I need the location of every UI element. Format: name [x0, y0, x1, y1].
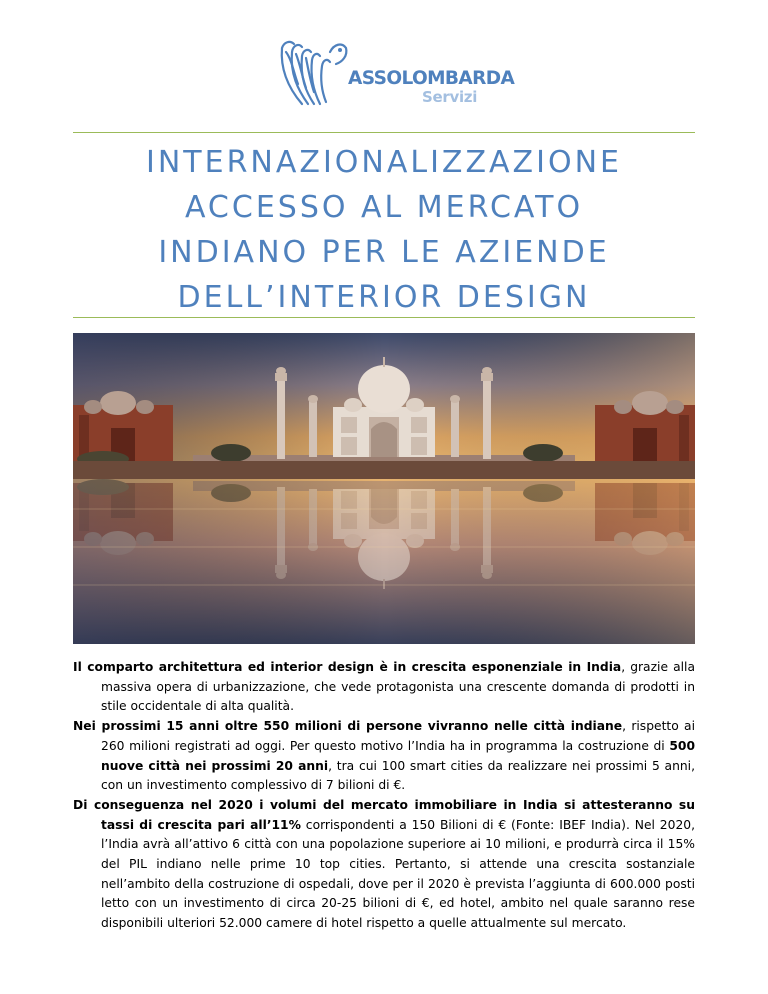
paragraph-2 — [73, 717, 695, 796]
title-line-4: DELL’INTERIOR DESIGN — [177, 280, 591, 315]
title-line-2: ACCESSO AL MERCATO — [184, 190, 584, 225]
logo-subtitle: Servizi — [422, 88, 478, 106]
paragraph-3-lead: Di conseguenza nel 2020 i volumi del mercato immobiliare in India si attesteranno su tassi di crescita pari all’11% — [73, 797, 695, 832]
taj-mahal-photo — [73, 333, 695, 644]
page-title — [73, 140, 695, 320]
title-line-1: INTERNAZIONALIZZAZIONE — [146, 145, 622, 180]
eagle-emblem-icon — [272, 34, 350, 106]
paragraph-3 — [73, 796, 695, 934]
paragraph-2-bold-2: 500 nuove città nei prossimi 20 anni — [101, 738, 695, 773]
title-line-3: INDIANO PER LE AZIENDE — [158, 235, 610, 270]
assolombarda-logo — [272, 34, 515, 110]
top-divider — [73, 132, 695, 133]
logo-name: ASSOLOMBARDA — [348, 68, 515, 89]
paragraph-2-text-2: , tra cui 100 smart cities da realizzare nei prossimi 5 anni, con un investimento complessivo di 7 bilioni di €. — [101, 758, 695, 793]
paragraph-1 — [73, 658, 695, 717]
article-body — [73, 658, 695, 934]
paragraph-1-text: , grazie alla massiva opera di urbanizzazione, che vede protagonista una crescente domanda di prodotti in stile occidentale di alta qualità. — [101, 660, 695, 714]
paragraph-3-text: corrispondenti a 150 Bilioni di € (Fonte: IBEF India). Nel 2020, l’India avrà all’attivo 6 città con una popolazione superiore ai 10 milioni, e produrrà circa il 15% del PIL indiano nelle prime 10 top cities. Pertanto, si attende una crescita sostanziale nell’ambito della costruzione di ospedali, dove per il 2020 è prevista l’aggiunta di 600.000 posti letto con un investimento di circa 20-25 bilioni di €, ed hotel, ambito nel quale saranno rese disponibili ulteriori 52.000 camere di hotel rispetto a quelle attualmente sul mercato. — [101, 817, 695, 931]
bottom-divider — [73, 317, 695, 318]
paragraph-2-lead: Nei prossimi 15 anni oltre 550 milioni di persone vivranno nelle città indiane — [73, 719, 623, 734]
paragraph-1-lead: Il comparto architettura ed interior design è in crescita esponenziale in India — [73, 660, 622, 674]
paragraph-2-text-1: , rispetto ai 260 milioni registrati ad oggi. Per questo motivo l’India ha in programma la costruzione di — [101, 719, 695, 753]
